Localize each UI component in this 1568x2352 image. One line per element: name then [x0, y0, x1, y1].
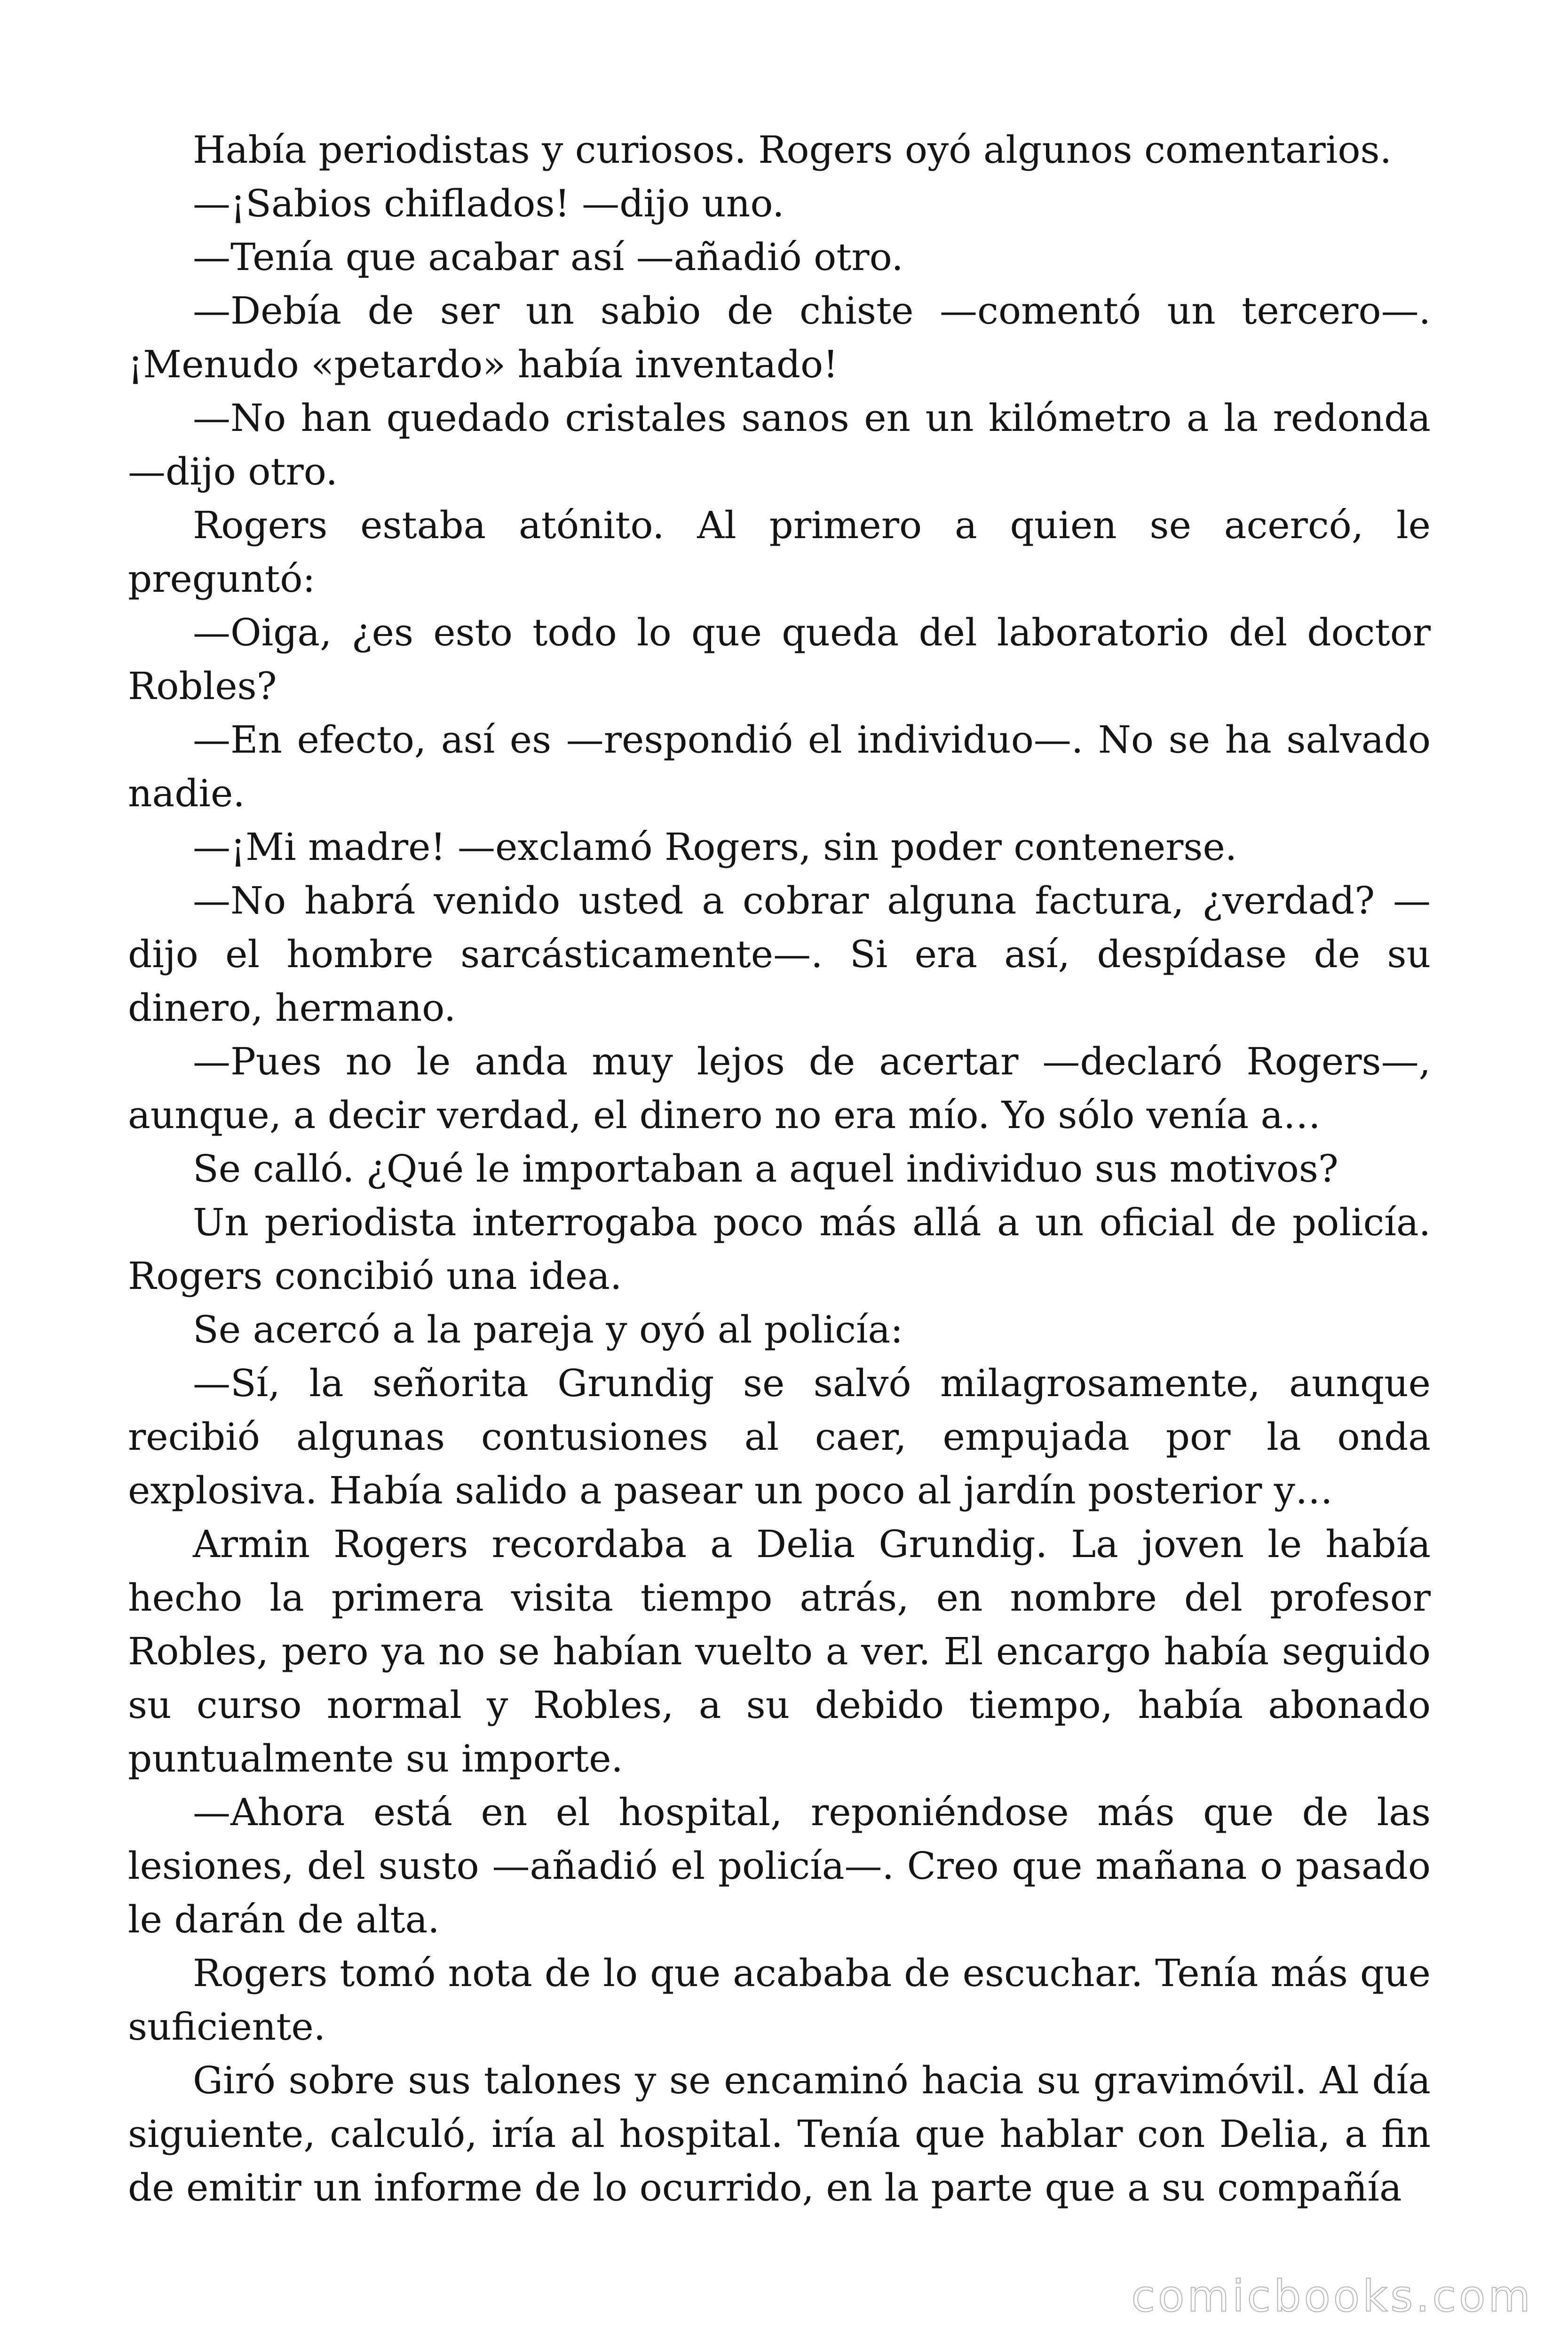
- paragraph: Se calló. ¿Qué le importaban a aquel individuo sus motivos?: [193, 1147, 1338, 1191]
- paragraph: —Oiga, ¿es esto todo lo que queda del laboratorio del doctor Robles?: [128, 611, 1431, 708]
- paragraph: Se acercó a la pareja y oyó al policía:: [193, 1308, 903, 1351]
- paragraph: Había periodistas y curiosos. Rogers oyó algunos comentarios.: [193, 128, 1392, 172]
- paragraph: —¡Mi madre! —exclamó Rogers, sin poder contenerse.: [193, 825, 1237, 869]
- paragraph: Rogers estaba atónito. Al primero a quien se acercó, le preguntó:: [128, 503, 1431, 601]
- paragraph: —¡Sabios chiflados! —dijo uno.: [193, 182, 784, 225]
- paragraph: Giró sobre sus talones y se encaminó hacia su gravimóvil. Al día siguiente, calculó, iría al hospital. Tenía que hablar con Delia, a fin de emitir un informe de lo ocurrido, en la parte que a su compañía: [128, 2058, 1431, 2209]
- paragraph: —No habrá venido usted a cobrar alguna factura, ¿verdad? —dijo el hombre sarcásticamente—. Si era así, despídase de su dinero, hermano.: [128, 879, 1431, 1030]
- paragraph: —No han quedado cristales sanos en un kilómetro a la redonda —dijo otro.: [128, 396, 1431, 493]
- paragraph: Un periodista interrogaba poco más allá a un oficial de policía. Rogers concibió una idea.: [128, 1200, 1431, 1298]
- paragraph: —Sí, la señorita Grundig se salvó milagrosamente, aunque recibió algunas contusiones al caer, empujada por la onda explosiva. Había salido a pasear un poco al jardín posterior y…: [128, 1361, 1431, 1512]
- paragraph: Armin Rogers recordaba a Delia Grundig. La joven le había hecho la primera visita tiempo atrás, en nombre del profesor Robles, pero ya no se habían vuelto a ver. El encargo había seguido su curso normal y Robles, a su debido tiempo, había abonado puntualmente su importe.: [128, 1522, 1431, 1780]
- book-page-text: [128, 123, 1431, 2215]
- paragraph: —Debía de ser un sabio de chiste —comentó un tercero—. ¡Menudo «petardo» había inventado!: [128, 289, 1431, 386]
- paragraph: —Ahora está en el hospital, reponiéndose más que de las lesiones, del susto —añadió el policía—. Creo que mañana o pasado le darán de alta.: [128, 1790, 1431, 1941]
- paragraph: Rogers tomó nota de lo que acababa de escuchar. Tenía más que suficiente.: [128, 1951, 1431, 2049]
- paragraph: —Tenía que acabar así —añadió otro.: [193, 235, 903, 279]
- paragraph: —En efecto, así es —respondió el individuo—. No se ha salvado nadie.: [128, 718, 1431, 815]
- watermark-text: comicbooks.com: [1131, 2271, 1533, 2321]
- paragraph: —Pues no le anda muy lejos de acertar —declaró Rogers—, aunque, a decir verdad, el dinero no era mío. Yo sólo venía a…: [128, 1040, 1431, 1137]
